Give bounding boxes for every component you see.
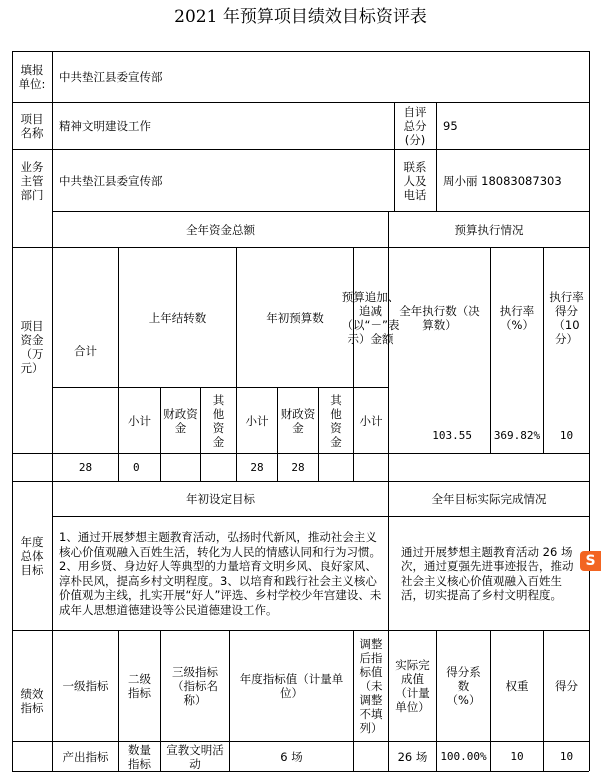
carryover-label: 上年结转数 (148, 310, 207, 325)
perf-row-adjusted (354, 742, 388, 771)
project-name-label: 项目名称 (20, 112, 44, 140)
exec-total-value: 103.55 (432, 429, 472, 442)
self-score-value: 95 (443, 119, 458, 133)
page-title: 2021 年预算项目绩效目标资评表 (174, 7, 427, 27)
perf-header-level2: 二级指标 (128, 672, 151, 700)
initial-fiscal-value: 28 (291, 460, 305, 474)
perf-header-level1: 一级指标 (62, 679, 109, 693)
goals-section-label: 年度总体目标 (20, 535, 44, 577)
dept-value: 中共垫江县委宣传部 (59, 173, 163, 188)
perf-row-level2: 数量指标 (128, 742, 151, 771)
unit-label: 填报单位: (18, 63, 46, 91)
exec-rate-label: 执行率（%） (499, 304, 535, 332)
goals-actual-header: 全年目标实际完成情况 (431, 492, 547, 506)
carry-other-label: 其他资金 (212, 392, 225, 449)
perf-row-level3: 宣教文明活动 (166, 742, 224, 771)
goals-actual-text: 通过开展梦想主题教育活动 26 场次，通过夏强先进事迹报告，推动社会主义核心价值观融入百姓生活，切实提高了乡村文明程度。 (401, 544, 574, 602)
exec-header: 预算执行情况 (454, 222, 524, 237)
contact-label: 联系人及电话 (403, 159, 427, 202)
perf-header-score: 得分 (555, 679, 578, 693)
initial-fiscal-label: 财政资金 (280, 406, 316, 435)
contact-value: 周小丽 18083087303 (443, 173, 562, 188)
dept-label: 业务主管部门 (20, 159, 44, 202)
perf-row-coef: 100.00% (440, 749, 487, 763)
adjust-subtotal-label: 小计 (359, 413, 383, 428)
goals-plan-header: 年初设定目标 (186, 492, 255, 506)
perf-row-annual: 6 场 (280, 749, 303, 764)
perf-header-adjusted: 调整后指标值（未调整不填列） (359, 637, 383, 735)
perf-section-label: 绩效指标 (20, 687, 44, 715)
goals-plan-text: 1、通过开展梦想主题教育活动，弘扬时代新风，推动社会主义核心价值观融入百姓生活，转化为人民的情感认同和行为习惯。2、用乡贤、身边好人等典型的力量培育文明乡风、良好家风、淳朴民风，提高乡村文明程度。3、以培育和践行社会主义核心价值观为主线，扎实开展“好人”评选、乡村学校少年宫建设、未成年人思想道德建设等公民道德建设工作。 (59, 530, 382, 617)
initial-other-label: 其他资金 (330, 392, 342, 449)
ime-logo-icon[interactable]: S (580, 551, 601, 571)
adjust-label: 预算追加、追减（以“－”表示）金额 (341, 289, 400, 346)
unit-value: 中共垫江县委宣传部 (59, 70, 163, 84)
exec-rate-value: 369.82% (493, 429, 541, 442)
initial-subtotal-value: 28 (250, 460, 264, 474)
self-score-label: 自评总分(分) (403, 105, 427, 147)
exec-total-label: 全年执行数（决算数） (399, 304, 480, 332)
carry-fiscal-label: 财政资金 (163, 406, 198, 435)
perf-row-weight: 10 (510, 749, 524, 763)
perf-row-level1: 产出指标 (62, 749, 109, 764)
perf-header-coef: 得分系数（%） (446, 665, 481, 707)
perf-row-actual: 26 场 (397, 749, 428, 764)
perf-header-level3: 三级指标（指标名称） (172, 665, 218, 707)
perf-row-score: 10 (559, 749, 574, 763)
funds-section-label: 项目资金（万元） (20, 318, 44, 375)
perf-header-annual: 年度指标值（计量单位） (239, 672, 344, 700)
carry-subtotal-label: 小计 (128, 413, 151, 428)
initial-label: 年初预算数 (266, 310, 324, 325)
carry-subtotal-value: 0 (133, 460, 140, 474)
exec-score-label: 执行率得分（10分） (549, 290, 584, 346)
initial-subtotal-label: 小计 (245, 413, 269, 428)
funds-total-value: 28 (78, 460, 93, 474)
perf-header-weight: 权重 (505, 679, 529, 693)
funds-total-header: 全年资金总额 (186, 222, 255, 237)
exec-score-value: 10 (559, 429, 574, 442)
perf-header-actual: 实际完成值（计量单位） (395, 658, 430, 714)
funds-total-label: 合计 (74, 343, 97, 358)
project-name-value: 精神文明建设工作 (59, 119, 151, 133)
